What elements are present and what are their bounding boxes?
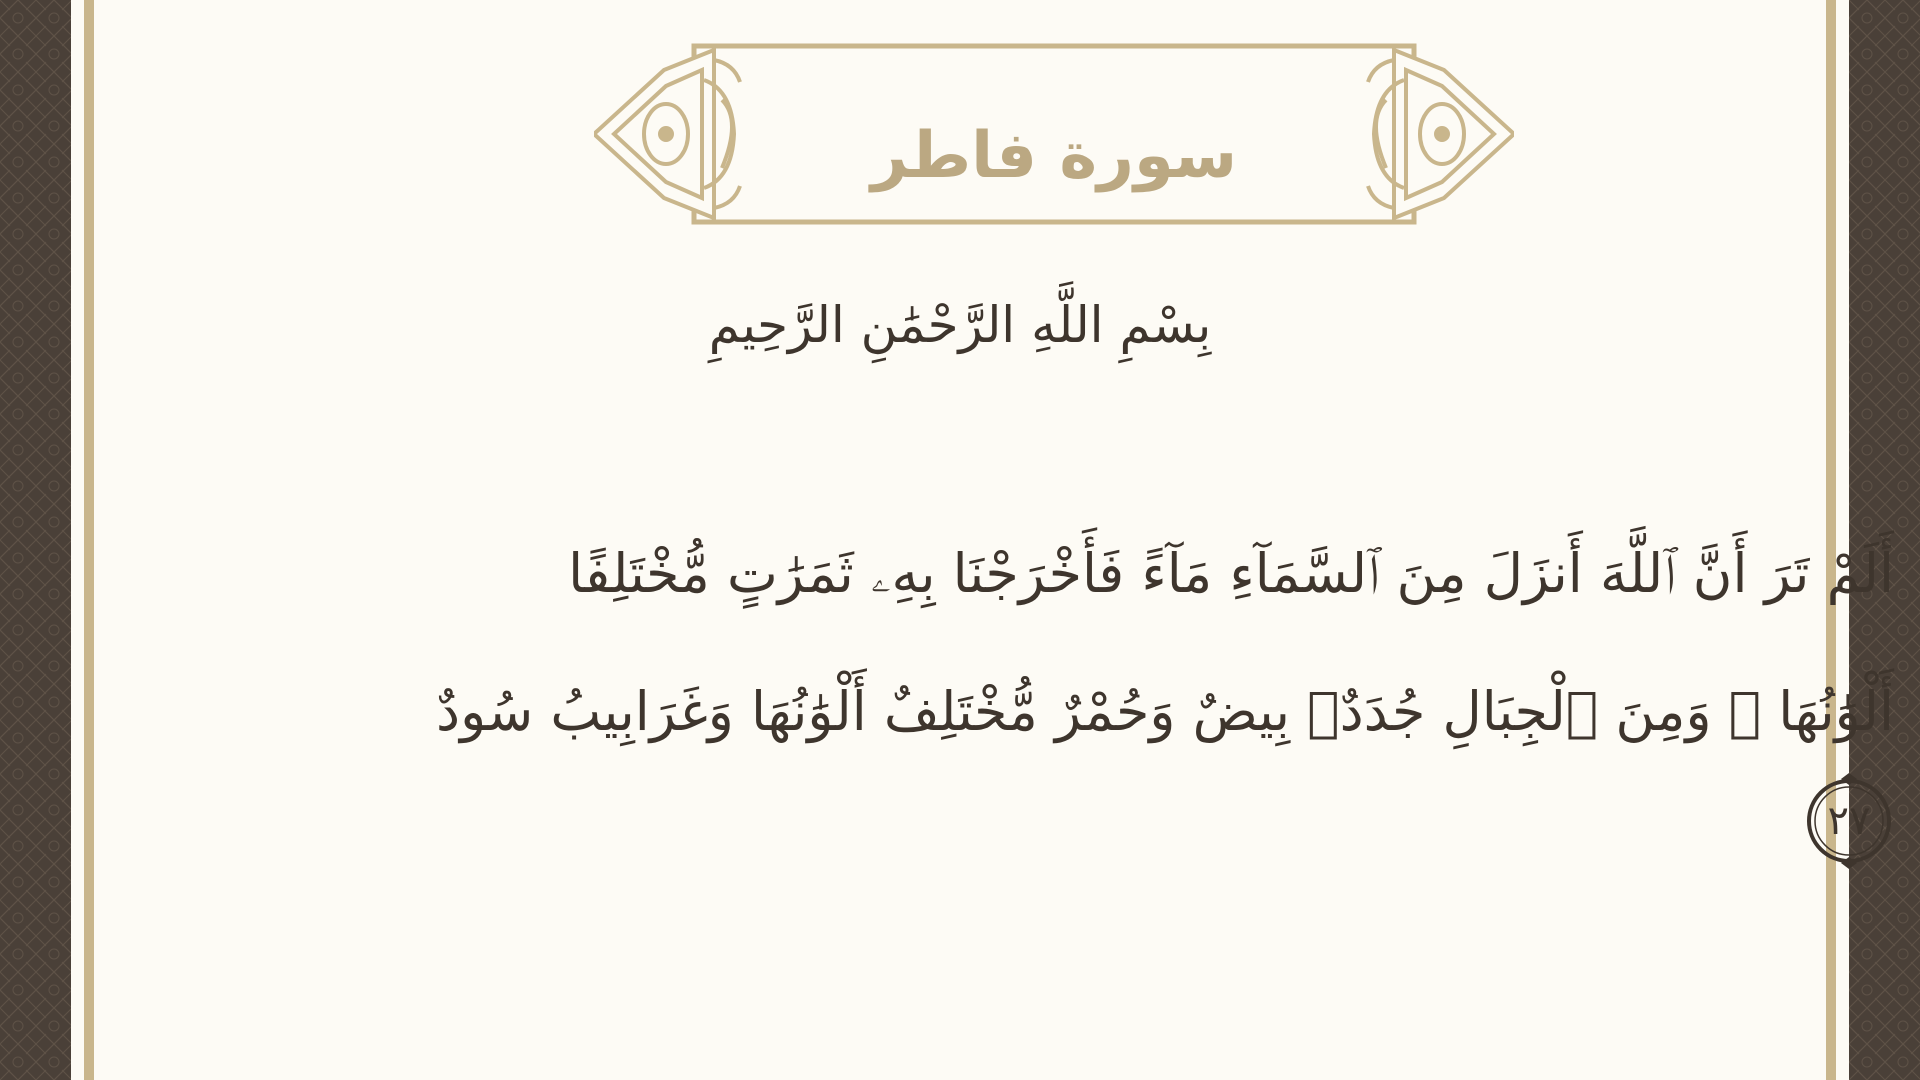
verse-line: أَلْوَٰنُهَا ۚ وَمِنَ ٱلْجِبَالِ جُدَدٌۢ بِيضٌ وَحُمْرٌ مُّخْتَلِفٌ أَلْوَٰنُهَا وَغَرَابِيبُ سُودٌ xyxy=(436,680,1894,743)
ayah-marker xyxy=(1804,773,1894,869)
surah-title: سورة فاطر xyxy=(871,119,1237,193)
surah-header xyxy=(594,40,1514,230)
left-gold-rail xyxy=(84,0,94,1080)
mushaf-page xyxy=(94,0,1894,1080)
left-ornamental-border xyxy=(0,0,71,1080)
geometric-pattern-icon xyxy=(0,0,71,1080)
verse-line: أَلَمْ تَرَ أَنَّ ٱللَّهَ أَنزَلَ مِنَ ٱلسَّمَآءِ مَآءً فَأَخْرَجْنَا بِهِۦ ثَمَرَٰتٍ مُّخْتَلِفًا xyxy=(568,542,1894,605)
ayah-number: ٢٧ xyxy=(1827,798,1871,844)
basmala: بِسْمِ اللَّهِ الرَّحْمَٰنِ الرَّحِيمِ xyxy=(708,296,1212,354)
verse-text xyxy=(234,505,1894,781)
